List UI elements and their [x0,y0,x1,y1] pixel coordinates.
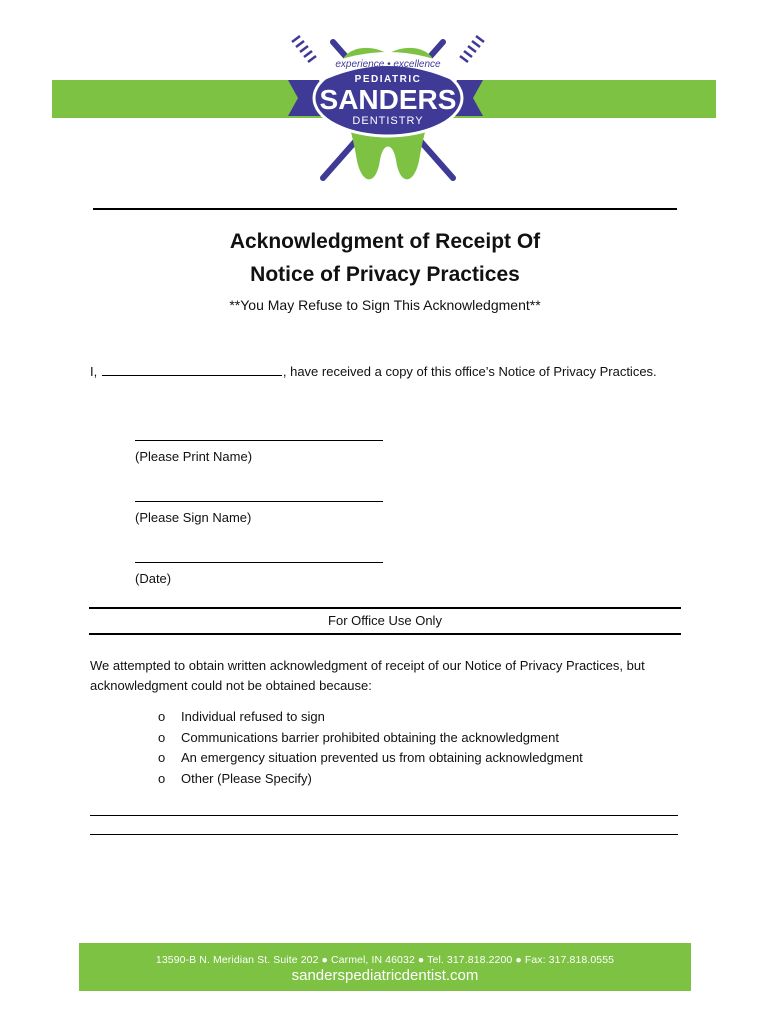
document-subtitle: **You May Refuse to Sign This Acknowledgment** [229,297,541,313]
document-title-line2: Notice of Privacy Practices [250,263,520,286]
print-name-line[interactable] [135,440,383,441]
list-item[interactable]: o Communications barrier prohibited obtaining the acknowledgment [158,728,583,749]
statement-prefix: I, [90,364,98,379]
sign-name-block [135,501,383,525]
specify-line-1[interactable] [90,815,678,816]
sanders-dentistry-logo [288,30,488,195]
header-divider [93,208,677,210]
office-section-bottom-rule [89,633,681,635]
list-item[interactable]: o An emergency situation prevented us from obtaining acknowledgment [158,748,583,769]
date-block [135,562,383,586]
svg-text:experience • excellence: experience • excellence [335,59,441,70]
footer-address: 13590-B N. Meridian St. Suite 202 ● Carmel, IN 46032 ● Tel. 317.818.2200 ● Fax: 317.818.0555 [155,954,615,966]
office-paragraph: We attempted to obtain written acknowledgment of receipt of our Notice of Privacy Practices, but acknowledgment could not be obtained because: [90,658,645,693]
tooth-toothbrush-logo-icon [288,30,488,195]
print-name-block [135,440,383,464]
statement-suffix: , have received a copy of this office’s Notice of Privacy Practices. [282,364,657,379]
svg-text:DENTISTRY: DENTISTRY [352,115,424,127]
office-section-top-rule [89,607,681,609]
acknowledgment-statement [90,364,657,379]
bullet-icon: o [158,709,166,724]
office-use-header: For Office Use Only [328,613,442,628]
bullet-icon: o [158,750,166,765]
list-item[interactable]: o Other (Please Specify) [158,769,583,790]
bullet-icon: o [158,729,166,745]
sign-name-line[interactable] [135,501,383,502]
sign-name-label: (Please Sign Name) [135,510,252,525]
print-name-label: (Please Print Name) [135,449,253,464]
name-blank-field[interactable] [102,365,282,376]
specify-line-2[interactable] [90,834,678,835]
document-title-line1: Acknowledgment of Receipt Of [229,230,541,253]
date-label: (Date) [135,571,172,586]
date-line[interactable] [135,562,383,563]
footer-website: sanderspediatricdentist.com [291,967,479,984]
svg-text:SANDERS: SANDERS [319,84,457,115]
svg-text:PEDIATRIC: PEDIATRIC [354,74,422,85]
reason-list [158,707,583,789]
bullet-icon: o [158,770,166,786]
footer-band [79,943,691,991]
list-item[interactable]: o Individual refused to sign [158,707,583,728]
